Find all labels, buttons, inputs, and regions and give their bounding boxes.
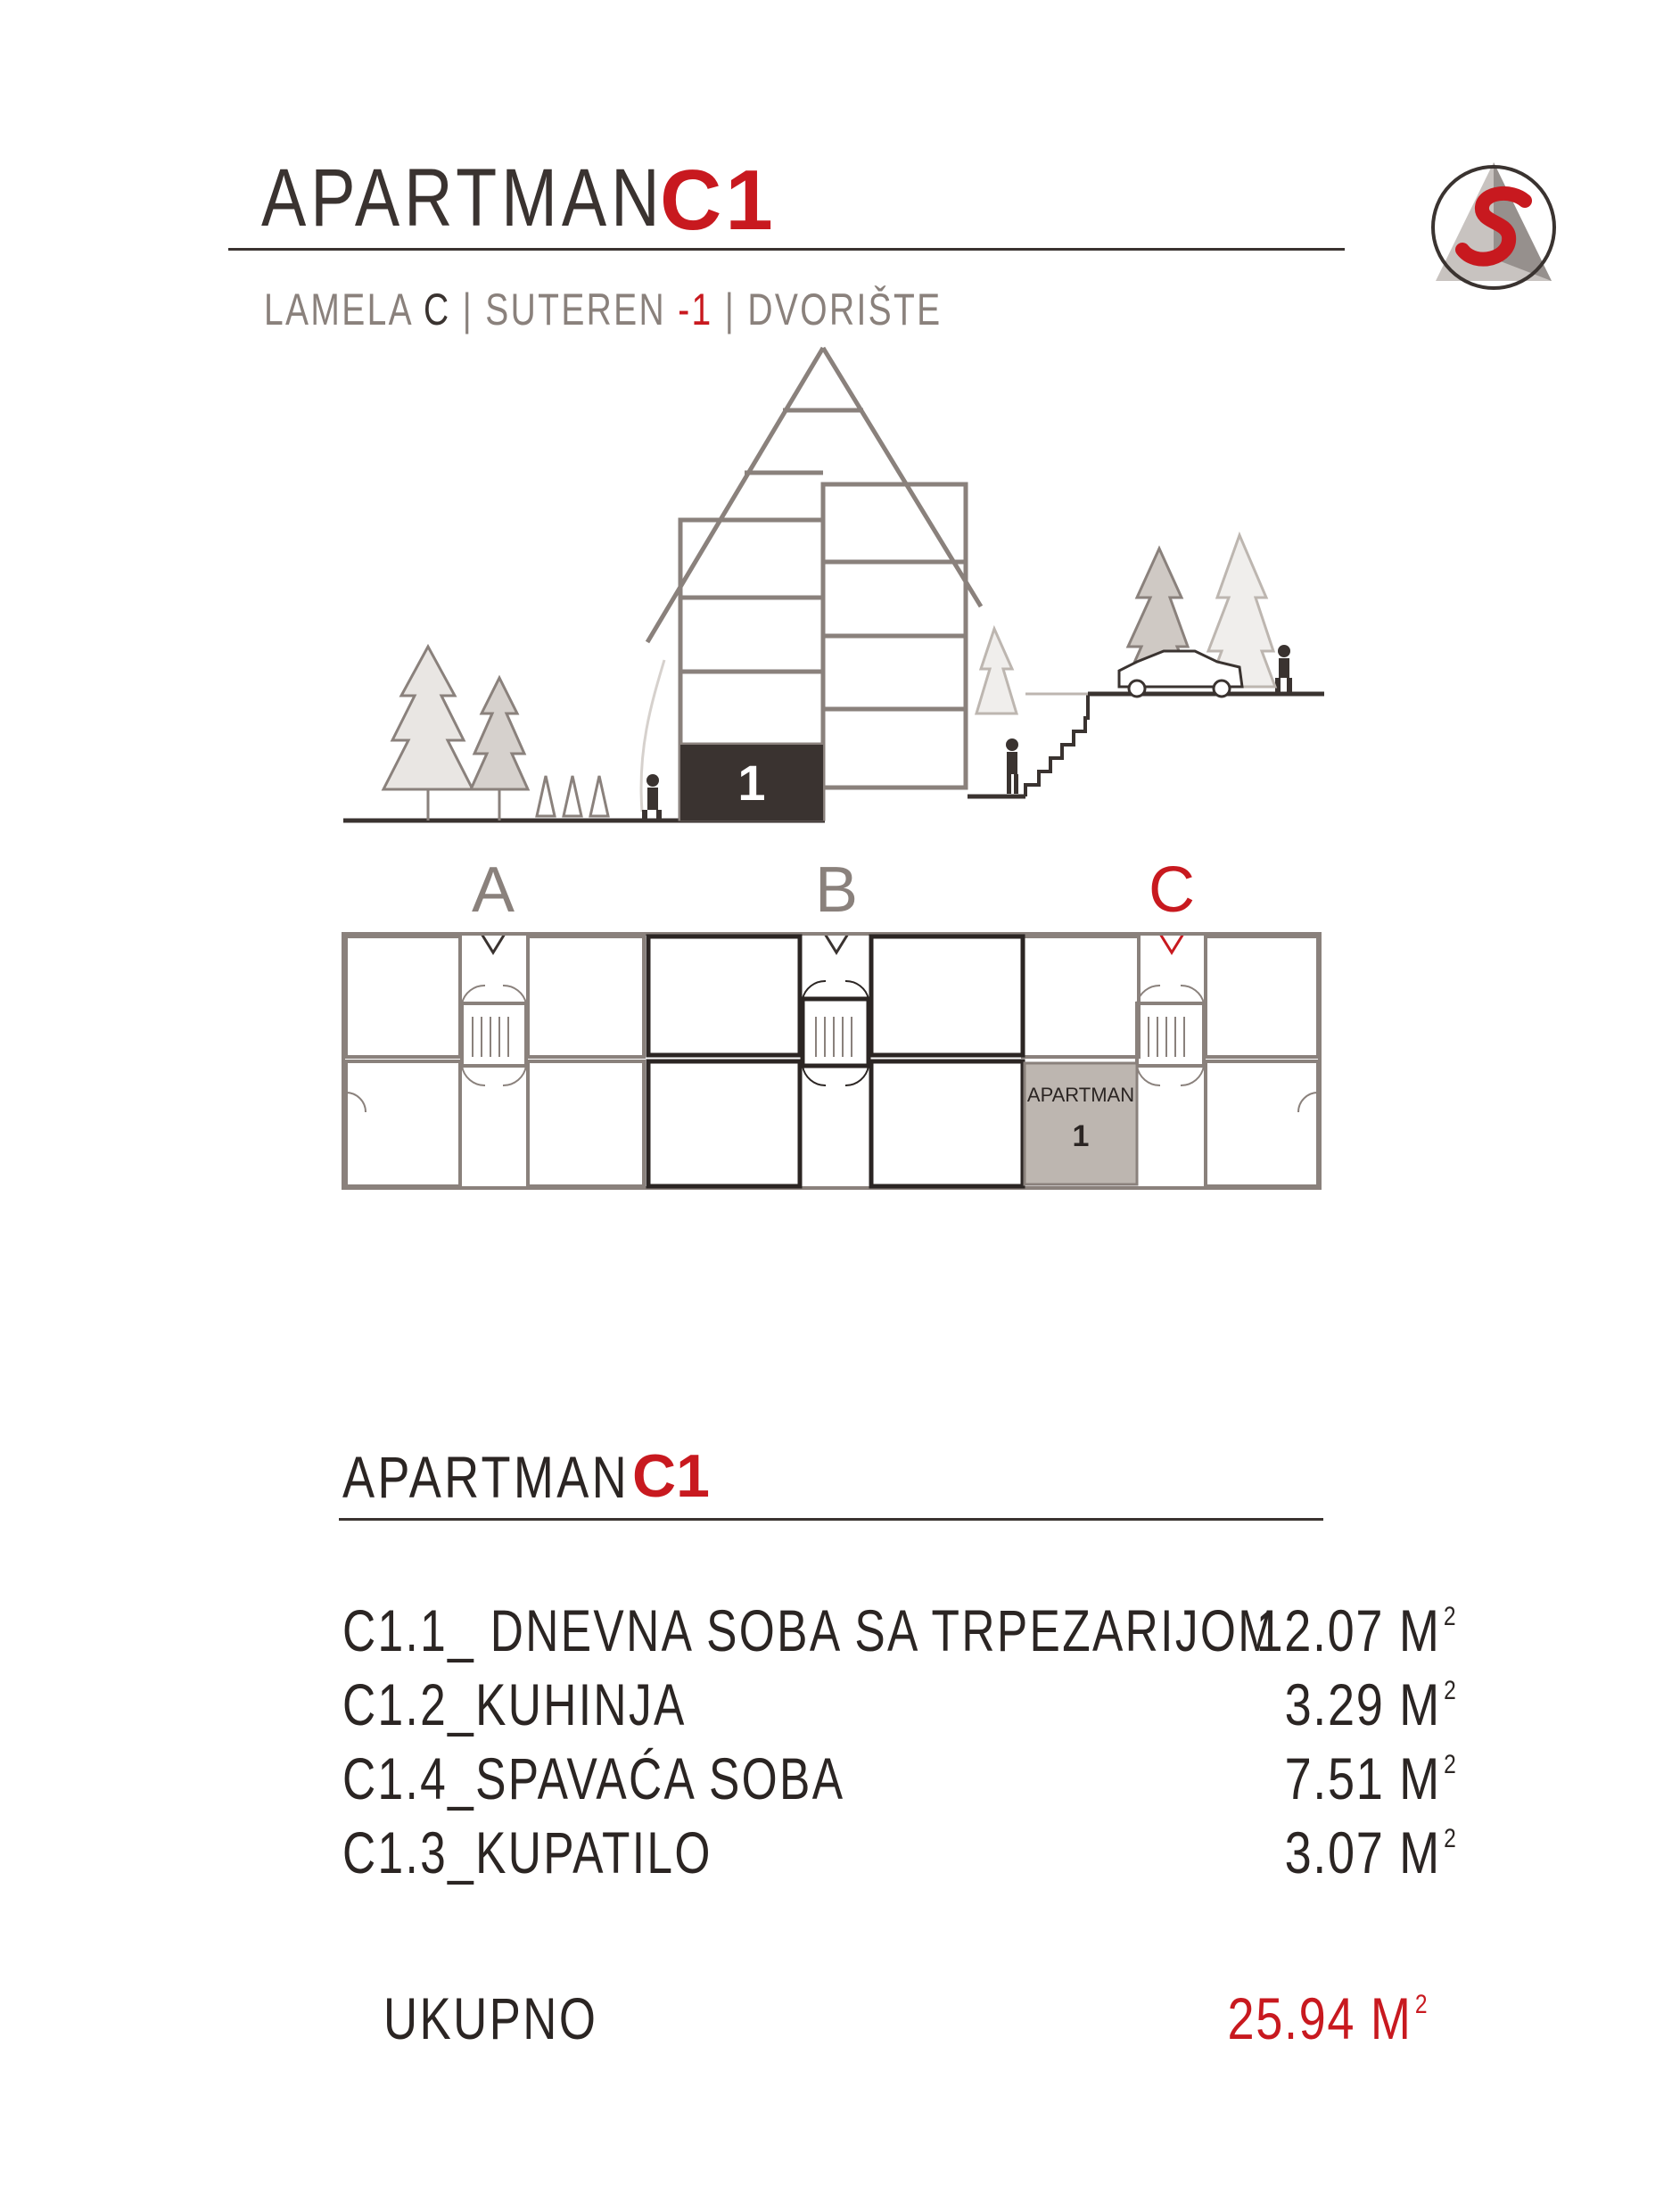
subtitle-lamela-value: C bbox=[423, 285, 451, 334]
entry-arrow-c bbox=[1160, 934, 1183, 953]
room-row bbox=[342, 1596, 1457, 1668]
total-label: UKUPNO bbox=[383, 1985, 598, 2051]
room-area bbox=[1284, 1819, 1457, 1886]
room-area-value: 3.07 M bbox=[1284, 1819, 1441, 1885]
room-area bbox=[1256, 1596, 1457, 1664]
lamela-label-b: B bbox=[814, 854, 859, 926]
unit-superscript: 2 bbox=[1443, 1676, 1457, 1705]
company-logo bbox=[1427, 152, 1561, 299]
room-row bbox=[342, 1671, 1457, 1742]
room-area bbox=[1284, 1671, 1457, 1738]
section-unit-label: 1 bbox=[737, 755, 766, 811]
area-table-title bbox=[342, 1442, 710, 1514]
plan-apartment-number: 1 bbox=[1072, 1119, 1090, 1153]
subtitle-floor-value: -1 bbox=[678, 285, 713, 334]
plan-apartment-label: APARTMAN bbox=[1026, 1084, 1135, 1106]
subtitle-separator: | bbox=[450, 285, 486, 334]
room-name: C1.3_KUPATILO bbox=[342, 1819, 712, 1885]
room-area-value: 7.51 M bbox=[1284, 1745, 1441, 1811]
room-area-value: 12.07 M bbox=[1256, 1597, 1441, 1663]
room-name: C1.1_ DNEVNA SOBA SA TRPEZARIJOM bbox=[342, 1597, 1279, 1663]
entry-arrow-b bbox=[825, 934, 848, 953]
unit-superscript: 2 bbox=[1443, 1750, 1457, 1779]
subtitle-yard-label: DVORIŠTE bbox=[747, 285, 943, 334]
page-title bbox=[261, 152, 777, 250]
entry-arrow-a bbox=[482, 934, 505, 953]
title-divider bbox=[228, 248, 1345, 251]
area-table-title-word: APARTMAN bbox=[342, 1444, 630, 1510]
title-code: C1 bbox=[660, 153, 777, 248]
area-table-divider bbox=[339, 1518, 1323, 1521]
room-name: C1.4_SPAVAĆA SOBA bbox=[342, 1745, 845, 1811]
building-section-drawing bbox=[330, 339, 1333, 838]
lamela-label-c: C bbox=[1149, 854, 1195, 926]
total-value-number: 25.94 M bbox=[1227, 1985, 1412, 2051]
unit-superscript: 2 bbox=[1414, 1990, 1429, 2019]
room-area bbox=[1284, 1745, 1457, 1812]
subtitle-separator: | bbox=[712, 285, 748, 334]
subtitle-lamela-label: LAMELA bbox=[264, 285, 424, 334]
room-name: C1.2_KUHINJA bbox=[342, 1671, 687, 1737]
location-subtitle bbox=[264, 284, 943, 335]
room-row bbox=[342, 1745, 1457, 1816]
lamela-label-a: A bbox=[471, 854, 515, 926]
subtitle-floor-label: SUTEREN bbox=[485, 285, 679, 334]
floor-plan-drawing bbox=[330, 852, 1333, 1204]
room-row bbox=[342, 1819, 1457, 1890]
total-value bbox=[1227, 1984, 1429, 2052]
title-word: APARTMAN bbox=[261, 153, 664, 243]
room-area-value: 3.29 M bbox=[1284, 1671, 1441, 1737]
area-table-title-code: C1 bbox=[632, 1442, 710, 1510]
unit-superscript: 2 bbox=[1443, 1602, 1457, 1631]
unit-superscript: 2 bbox=[1443, 1824, 1457, 1853]
total-row bbox=[383, 1984, 1429, 2065]
